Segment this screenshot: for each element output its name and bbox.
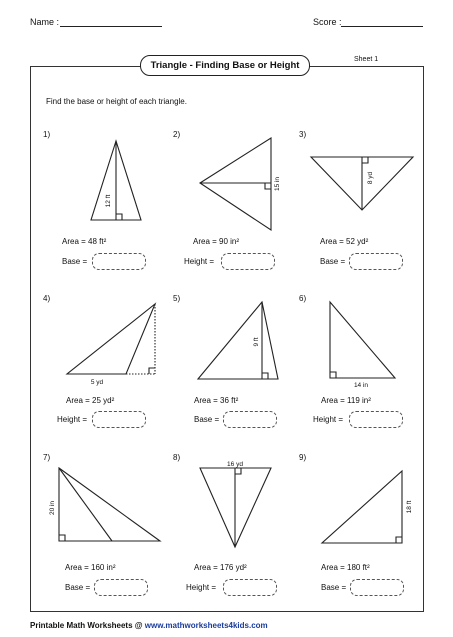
problem-7-number: 7)	[43, 453, 51, 462]
problem-9-area: Area = 180 ft²	[321, 563, 370, 572]
problem-2-number: 2)	[173, 130, 181, 139]
problem-6-number: 6)	[299, 294, 307, 303]
problem-9-number: 9)	[299, 453, 307, 462]
problem-7-dimension: 20 in	[49, 500, 56, 516]
problem-8-dimension: 16 yd	[227, 461, 243, 468]
problem-2-answer-box[interactable]	[221, 253, 275, 270]
problem-6-area: Area = 119 in²	[321, 396, 371, 405]
problem-5-number: 5)	[173, 294, 181, 303]
problem-2-area: Area = 90 in²	[193, 237, 240, 246]
problem-9-answer-box[interactable]	[350, 579, 404, 596]
problem-4-answer-box[interactable]	[92, 411, 146, 428]
problem-5-answer-box[interactable]	[223, 411, 277, 428]
instructions: Find the base or height of each triangle.	[46, 97, 187, 106]
problem-8-area: Area = 176 yd²	[194, 563, 247, 572]
problem-4-area: Area = 25 yd²	[66, 396, 115, 405]
problem-2-dimension: 15 in	[274, 176, 281, 192]
problem-6-answer-box[interactable]	[349, 411, 403, 428]
problem-4-unknown: Height =	[57, 415, 88, 424]
problem-5-area: Area = 36 ft²	[194, 396, 239, 405]
triangle-5	[198, 302, 278, 379]
problem-3-dimension: 8 yd	[367, 171, 374, 185]
problem-3-unknown: Base =	[320, 257, 346, 266]
problem-3-area: Area = 52 yd²	[320, 237, 369, 246]
problem-7-area: Area = 160 in²	[65, 563, 116, 572]
problem-3-number: 3)	[299, 130, 307, 139]
triangle-7	[59, 468, 160, 541]
problem-4-number: 4)	[43, 294, 51, 303]
problem-3-answer-box[interactable]	[349, 253, 403, 270]
problem-7-answer-box[interactable]	[94, 579, 148, 596]
problem-8-unknown: Height =	[186, 583, 217, 592]
problem-9-dimension: 18 ft	[406, 500, 413, 514]
footer-prefix: Printable Math Worksheets @	[30, 621, 145, 630]
problem-6-unknown: Height =	[313, 415, 344, 424]
problem-2-unknown: Height =	[184, 257, 215, 266]
problem-6-dimension: 14 in	[353, 382, 369, 389]
problem-1-number: 1)	[43, 130, 51, 139]
problem-4-dimension: 5 yd	[90, 379, 104, 386]
problem-1-dimension: 12 ft	[105, 194, 112, 208]
problem-1-answer-box[interactable]	[92, 253, 146, 270]
problem-1-unknown: Base =	[62, 257, 88, 266]
footer-site-link[interactable]: www.mathworksheets4kids.com	[144, 621, 268, 630]
problem-1-area: Area = 48 ft²	[62, 237, 107, 246]
problem-7-unknown: Base =	[65, 583, 91, 592]
worksheet-title: Triangle - Finding Base or Height	[140, 55, 310, 76]
triangle-6	[330, 302, 395, 378]
triangle-4	[67, 304, 155, 374]
problem-5-unknown: Base =	[194, 415, 220, 424]
sheet-number: Sheet 1	[354, 56, 379, 63]
score-label: Score :	[313, 17, 342, 27]
triangle-2	[200, 138, 271, 230]
problem-8-number: 8)	[173, 453, 181, 462]
name-label: Name :	[30, 17, 60, 27]
problem-8-answer-box[interactable]	[223, 579, 277, 596]
triangle-9	[322, 471, 402, 543]
problem-9-unknown: Base =	[321, 583, 347, 592]
problem-5-dimension: 9 ft	[253, 337, 260, 347]
footer	[30, 621, 268, 630]
